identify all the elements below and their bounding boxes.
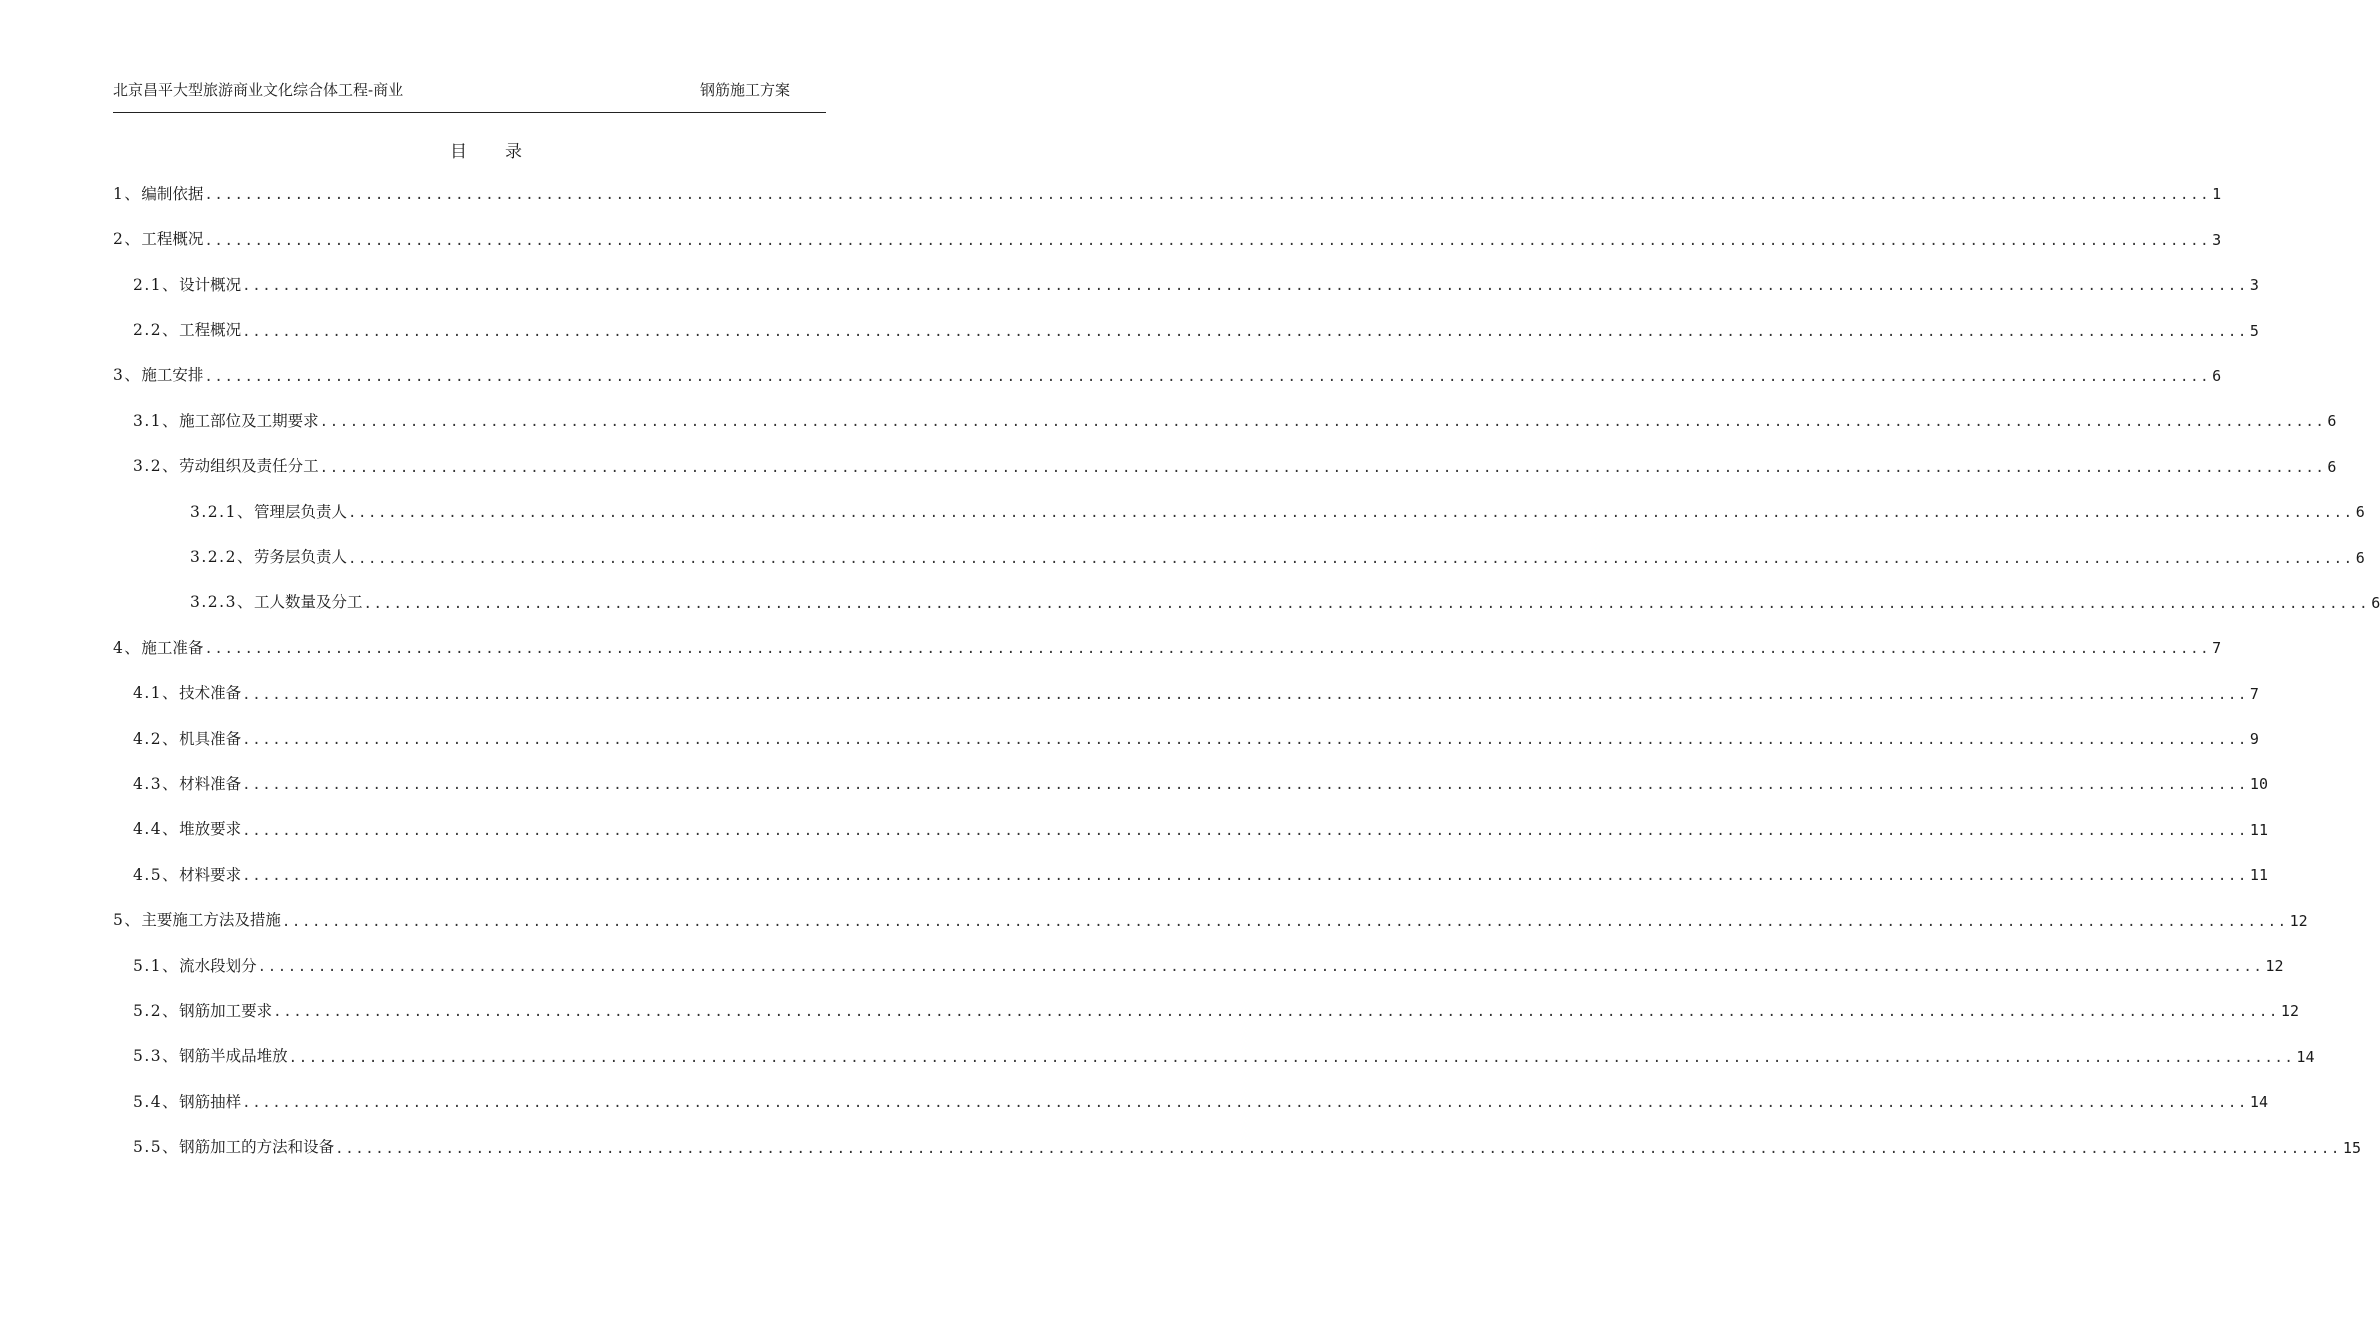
toc-page-number: 1 bbox=[2212, 185, 2222, 204]
toc-entry-number: 4.1、 bbox=[133, 684, 180, 703]
toc-entry-title: 工程概况 bbox=[141, 230, 204, 249]
toc-dot-leader: ........................................................................................................................................................................................................ bbox=[347, 505, 2354, 522]
toc-entry-title: 钢筋加工的方法和设备 bbox=[179, 1138, 335, 1157]
toc-entry[interactable] bbox=[113, 806, 2268, 851]
toc-entry-title: 材料准备 bbox=[179, 774, 242, 793]
toc-entry-label bbox=[113, 184, 204, 203]
toc-dot-leader: ........................................................................................................................................................................................................ bbox=[335, 1140, 2341, 1157]
toc-entry-number: 4、 bbox=[113, 638, 142, 657]
toc-entry-label bbox=[133, 275, 242, 294]
toc-dot-leader: ........................................................................................................................................................................................................ bbox=[204, 641, 2211, 658]
toc-entry-number: 5、 bbox=[113, 911, 142, 930]
toc-entry-number: 3.2.2、 bbox=[190, 548, 254, 567]
toc-entry-label bbox=[113, 368, 203, 384]
toc-entry-title: 劳务层负责人 bbox=[253, 548, 347, 567]
toc-page-number: 10 bbox=[2249, 775, 2268, 794]
toc-entry-title: 工程概况 bbox=[179, 321, 242, 340]
toc-page-number: 6 bbox=[2355, 503, 2365, 522]
toc-entry[interactable] bbox=[113, 398, 2337, 443]
toc-entry-number: 5.5、 bbox=[133, 1138, 180, 1157]
toc-entry-number: 4.3、 bbox=[133, 774, 180, 793]
toc-entry-label bbox=[133, 1001, 273, 1020]
toc-entry[interactable] bbox=[113, 1124, 2361, 1169]
toc-entry-number: 3.2.3、 bbox=[190, 593, 254, 612]
toc-dot-leader: ........................................................................................................................................................................................................ bbox=[242, 1095, 2248, 1112]
toc-entry[interactable] bbox=[113, 262, 2259, 307]
toc-title: 目录 bbox=[450, 142, 560, 162]
toc-entry[interactable] bbox=[113, 443, 2337, 488]
toc-dot-leader: ........................................................................................................................................................................................................ bbox=[281, 913, 2288, 930]
toc-entry-label bbox=[190, 550, 347, 566]
toc-page-number: 11 bbox=[2249, 820, 2268, 839]
toc-page-number: 9 bbox=[2249, 730, 2259, 749]
toc-page-number: 12 bbox=[2289, 911, 2308, 930]
toc-entry-number: 5.3、 bbox=[133, 1047, 180, 1066]
toc-entry-label bbox=[133, 729, 242, 748]
toc-entry[interactable] bbox=[113, 534, 2365, 579]
toc-dot-leader: ........................................................................................................................................................................................................ bbox=[242, 777, 2248, 794]
toc-entry-label bbox=[133, 774, 242, 793]
toc-entry-title: 堆放要求 bbox=[179, 820, 242, 839]
toc-dot-leader: ........................................................................................................................................................................................................ bbox=[319, 459, 2326, 476]
toc-page-number: 6 bbox=[2355, 548, 2365, 567]
toc-entry-label bbox=[113, 638, 204, 657]
toc-entry-title: 管理层负责人 bbox=[253, 502, 347, 521]
toc-page-number: 12 bbox=[2280, 1002, 2299, 1021]
toc-page-number: 6 bbox=[2212, 366, 2222, 385]
toc-dot-leader: ........................................................................................................................................................................................................ bbox=[273, 1004, 2279, 1021]
toc-entry-title: 材料要求 bbox=[179, 865, 242, 884]
header-project-name: 北京昌平大型旅游商业文化综合体工程-商业 bbox=[113, 81, 404, 99]
toc-page-number: 5 bbox=[2249, 321, 2259, 340]
toc-entry-title: 机具准备 bbox=[179, 729, 242, 748]
toc-dot-leader: ........................................................................................................................................................................................................ bbox=[204, 368, 2211, 385]
toc-entry-number: 4.5、 bbox=[133, 865, 180, 884]
toc-entry[interactable] bbox=[113, 171, 2222, 216]
toc-page-number: 6 bbox=[2371, 593, 2380, 612]
toc-entry[interactable] bbox=[113, 353, 2222, 398]
toc-entry-number: 5.4、 bbox=[133, 1092, 180, 1111]
toc-entry[interactable] bbox=[113, 307, 2259, 352]
toc-entry-label bbox=[113, 913, 281, 929]
toc-page-number: 7 bbox=[2212, 639, 2222, 658]
toc-dot-leader: ........................................................................................................................................................................................................ bbox=[204, 232, 2211, 249]
toc-dot-leader: ........................................................................................................................................................................................................ bbox=[242, 732, 2248, 749]
toc-entry[interactable] bbox=[113, 216, 2222, 261]
toc-page-number: 14 bbox=[2249, 1093, 2268, 1112]
toc-dot-leader: ........................................................................................................................................................................................................ bbox=[242, 822, 2248, 839]
toc-entry-title: 钢筋抽样 bbox=[179, 1092, 242, 1111]
toc-entry-number: 2.2、 bbox=[133, 321, 180, 340]
toc-entry-number: 2、 bbox=[113, 230, 142, 249]
toc-entry-title: 流水段划分 bbox=[179, 956, 257, 975]
toc-entry[interactable] bbox=[113, 943, 2284, 988]
toc-entry[interactable] bbox=[113, 716, 2259, 761]
toc-dot-leader: ........................................................................................................................................................................................................ bbox=[363, 595, 2370, 612]
toc-dot-leader: ........................................................................................................................................................................................................ bbox=[347, 550, 2354, 567]
toc-entry-number: 2.1、 bbox=[133, 275, 180, 294]
toc-entry-label bbox=[133, 956, 257, 975]
toc-page-number: 12 bbox=[2265, 957, 2284, 976]
toc-entry-number: 1、 bbox=[113, 184, 142, 203]
toc-page-number: 15 bbox=[2342, 1138, 2361, 1157]
toc-entry-title: 主要施工方法及措施 bbox=[141, 911, 281, 930]
toc-entry-number: 3.1、 bbox=[133, 411, 180, 430]
toc-dot-leader: ........................................................................................................................................................................................................ bbox=[242, 323, 2248, 340]
toc-entry-number: 5.2、 bbox=[133, 1001, 180, 1020]
toc-dot-leader: ........................................................................................................................................................................................................ bbox=[242, 868, 2248, 885]
toc-entry-title: 施工准备 bbox=[141, 638, 204, 657]
toc-page-number: 7 bbox=[2249, 684, 2259, 703]
toc-entry-label bbox=[133, 323, 241, 339]
toc-entry-number: 5.1、 bbox=[133, 956, 180, 975]
toc-entry-title: 劳动组织及责任分工 bbox=[179, 457, 319, 476]
toc-entry-label bbox=[133, 459, 319, 475]
toc-entry[interactable] bbox=[113, 625, 2222, 670]
toc-entry-number: 3、 bbox=[113, 366, 142, 385]
toc-entry-label bbox=[133, 1140, 334, 1156]
toc-entry-label bbox=[133, 411, 319, 430]
toc-entry[interactable] bbox=[113, 489, 2365, 534]
toc-entry-label bbox=[133, 1092, 242, 1111]
toc-entry-title: 技术准备 bbox=[179, 684, 242, 703]
toc-entry-number: 4.4、 bbox=[133, 820, 180, 839]
toc-dot-leader: ........................................................................................................................................................................................................ bbox=[257, 959, 2264, 976]
toc-dot-leader: ........................................................................................................................................................................................................ bbox=[242, 686, 2248, 703]
toc-entry-title: 设计概况 bbox=[179, 275, 242, 294]
toc-dot-leader: ........................................................................................................................................................................................................ bbox=[288, 1049, 2295, 1066]
toc-entry-title: 工人数量及分工 bbox=[253, 593, 363, 612]
toc-entry-number: 3.2、 bbox=[133, 457, 180, 476]
header-divider bbox=[113, 112, 826, 113]
toc-dot-leader: ........................................................................................................................................................................................................ bbox=[242, 278, 2248, 295]
toc-entry-number: 3.2.1、 bbox=[190, 502, 254, 521]
header-document-title: 钢筋施工方案 bbox=[700, 81, 791, 99]
toc-dot-leader: ........................................................................................................................................................................................................ bbox=[204, 187, 2211, 204]
toc-entry-label bbox=[133, 1049, 288, 1065]
toc-entry-label bbox=[133, 822, 241, 838]
toc-entry[interactable] bbox=[113, 1033, 2315, 1078]
toc-entry[interactable] bbox=[113, 670, 2259, 715]
table-of-contents bbox=[113, 171, 2380, 1170]
toc-entry-label bbox=[113, 232, 203, 248]
toc-entry-label bbox=[190, 502, 347, 521]
toc-entry-number: 4.2、 bbox=[133, 729, 180, 748]
toc-entry-title: 钢筋加工要求 bbox=[179, 1001, 273, 1020]
toc-entry-label bbox=[133, 686, 241, 702]
toc-entry[interactable] bbox=[113, 761, 2268, 806]
toc-entry-title: 钢筋半成品堆放 bbox=[179, 1047, 288, 1066]
toc-entry-label bbox=[190, 595, 362, 611]
toc-page-number: 6 bbox=[2327, 457, 2337, 476]
toc-page-number: 11 bbox=[2249, 866, 2268, 885]
toc-entry-title: 施工安排 bbox=[141, 366, 204, 385]
toc-entry[interactable] bbox=[113, 1079, 2268, 1124]
toc-dot-leader: ........................................................................................................................................................................................................ bbox=[319, 414, 2326, 431]
toc-page-number: 14 bbox=[2296, 1047, 2315, 1066]
toc-entry[interactable] bbox=[113, 580, 2380, 625]
toc-entry-title: 施工部位及工期要求 bbox=[179, 411, 319, 430]
toc-page-number: 6 bbox=[2327, 412, 2337, 431]
toc-page-number: 3 bbox=[2212, 230, 2222, 249]
toc-entry-label bbox=[133, 865, 242, 884]
toc-entry[interactable] bbox=[113, 852, 2268, 897]
toc-entry[interactable] bbox=[113, 988, 2299, 1033]
toc-entry[interactable] bbox=[113, 897, 2308, 942]
toc-entry-title: 编制依据 bbox=[141, 184, 204, 203]
toc-page-number: 3 bbox=[2249, 276, 2259, 295]
